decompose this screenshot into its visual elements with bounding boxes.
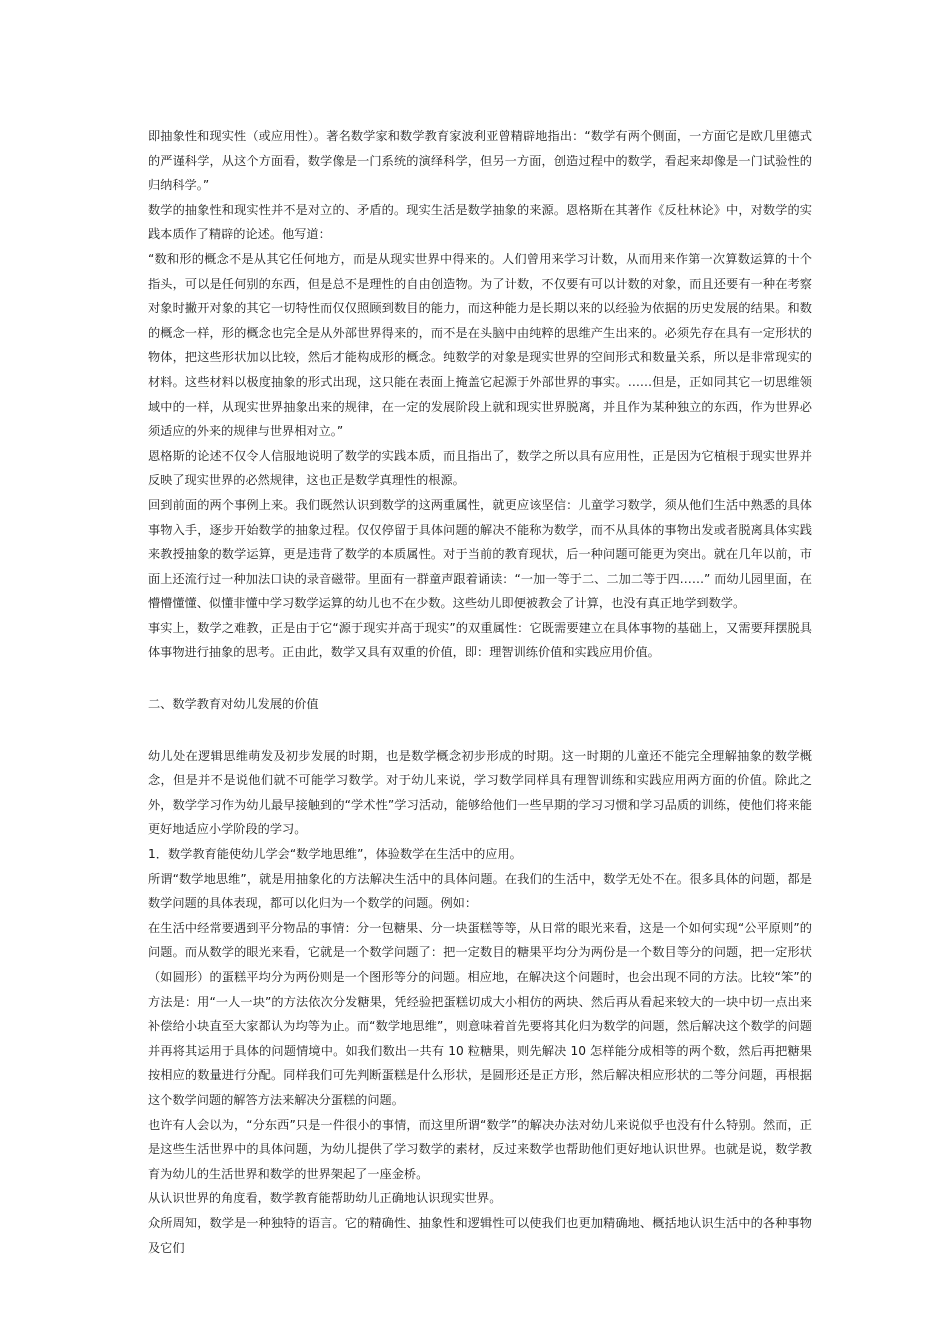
paragraph-understanding-world: 从认识世界的角度看，数学教育能帮助幼儿正确地认识现实世界。 — [148, 1191, 502, 1206]
paragraph-dual-value: 事实上，数学之难教，正是由于它“源于现实并高于现实”的双重属性：它既需要建立在具体事物的基础上，又需要拜摆脱具体事物进行抽象的思考。正由此，数学又具有双重的价值，即：理智训练价值和实践应用价值。 — [148, 620, 812, 660]
paragraph-two-examples: 回到前面的两个事例上来。我们既然认识到数学的这两重属性，就更应该坚信：儿童学习数学，须从他们生活中熟悉的具体事物入手，逐步开始数学的抽象过程。仅仅停留于具体问题的解决不能称为数学，而不从具体的事物出发或者脱离具体实践来教授抽象的数学运算，更是违背了数学的本质属性。对于当前的教育现状，后一种问题可能更为突出。就在几年以前，市面上还流行过一种加法口诀的录音磁带。里面有一群童声跟着诵读：“一加一等于二、二加二等于四……” 而幼儿园里面，在懵懵懂懂、似懂非懂中学习数学运算的幼儿也不在少数。这些幼儿即便被教会了计算，也没有真正地学到数学。 — [148, 497, 812, 611]
section-heading: 二、数学教育对幼儿发展的价值 — [148, 697, 319, 712]
paragraph-math-thinking: 所谓“数学地思维”，就是用抽象化的方法解决生活中的具体问题。在我们的生活中，数学无处不在。很多具体的问题，都是数学问题的具体表现，都可以化归为一个数学的问题。例如： — [148, 871, 812, 911]
point-heading-1: 1．数学教育能使幼儿学会“数学地思维”，体验数学在生活中的应用。 — [148, 847, 522, 862]
paragraph-section-intro: 幼儿处在逻辑思维萌发及初步发展的时期，也是数学概念初步形成的时期。这一时期的儿童还不能完全理解抽象的数学概念，但是并不是说他们就不可能学习数学。对于幼儿来说，学习数学同样具有理智训练和实践应用两方面的价值。除此之外，数学学习作为幼儿最早接触到的“学术性”学习活动，能够给他们一些早期的学习习惯和学习品质的训练，使他们将来能更好地适应小学阶段的学习。 — [148, 748, 812, 837]
paragraph-polya-quote: 即抽象性和现实性（或应用性）。著名数学家和数学教育家波利亚曾精辟地指出：“数学有两个侧面，一方面它是欧几里德式的严谨科学，从这个方面看，数学像是一门系统的演绎科学，但另一方面，创造过程中的数学，看起来却像是一门试验性的归纳科学。” — [148, 129, 812, 193]
paragraph-abstract-and-real: 数学的抽象性和现实性并不是对立的、矛盾的。现实生活是数学抽象的来源。恩格斯在其著作《反杜林论》中，对数学的实践本质作了精辟的论述。他写道： — [148, 202, 812, 242]
paragraph-engels-commentary: 恩格斯的论述不仅令人信服地说明了数学的实践本质，而且指出了，数学之所以具有应用性，正是因为它植根于现实世界并反映了现实世界的必然规律，这也正是数学真理性的根源。 — [148, 448, 812, 488]
paragraph-math-language: 众所周知，数学是一种独特的语言。它的精确性、抽象性和逻辑性可以使我们也更加精确地、概括地认识生活中的各种事物及它们 — [148, 1215, 812, 1255]
paragraph-golden-bridge: 也许有人会以为，“分东西”只是一件很小的事情，而这里所谓“数学”的解决办法对幼儿来说似乎也没有什么特别。然而，正是这些生活世界中的具体问题，为幼儿提供了学习数学的素材，反过来数学也帮助他们更好地认识世界。也就是说，数学教育为幼儿的生活世界和数学的世界架起了一座金桥。 — [148, 1117, 812, 1181]
paragraph-sharing-example: 在生活中经常要遇到平分物品的事情：分一包糖果、分一块蛋糕等等，从日常的眼光来看，这是一个如何实现“公平原则”的问题。而从数学的眼光来看，它就是一个数学问题了：把一定数目的糖果平均分为两份是一个数目等分的问题，把一定形状（如圆形）的蛋糕平均分为两份则是一个图形等分的问题。相应地，在解决这个问题时，也会出现不同的方法。比较“笨”的方法是：用“一人一块”的方法依次分发糖果，凭经验把蛋糕切成大小相仿的两块、然后再从看起来较大的一块中切一点出来补偿给小块直至大家都认为均等为止。而“数学地思维”，则意味着首先要将其化归为数学的问题，然后解决这个数学的问题并再将其运用于具体的问题情境中。如我们数出一共有 10 粒糖果，则先解决 10 怎样能分成相等的两个数，然后再把糖果按相应的数量进行分配。同样我们可先判断蛋糕是什么形状，是圆形还是正方形，然后解决相应形状的二等分问题，再根据这个数学问题的解答方法来解决分蛋糕的问题。 — [148, 920, 812, 1107]
document-body — [148, 124, 812, 1260]
paragraph-engels-quote: “数和形的概念不是从其它任何地方，而是从现实世界中得来的。人们曾用来学习计数，从而用来作第一次算数运算的十个指头，可以是任何别的东西，但是总不是理性的自由创造物。为了计数，不仅要有可以计数的对象，而且还要有一种在考察对象时撇开对象的其它一切特性而仅仅照顾到数目的能力，而这种能力是长期以来的以经验为依据的历史发展的结果。和数的概念一样，形的概念也完全是从外部世界得来的，而不是在头脑中由纯粹的思维产生出来的。必须先存在具有一定形状的物体，把这些形状加以比较，然后才能构成形的概念。纯数学的对象是现实世界的空间形式和数量关系，所以是非常现实的材料。这些材料以极度抽象的形式出现，这只能在表面上掩盖它起源于外部世界的事实。……但是，正如同其它一切思维领域中的一样，从现实世界抽象出来的规律，在一定的发展阶段上就和现实世界脱离，并且作为某种独立的东西，作为世界必须适应的外来的规律与世界相对立。” — [148, 251, 812, 439]
